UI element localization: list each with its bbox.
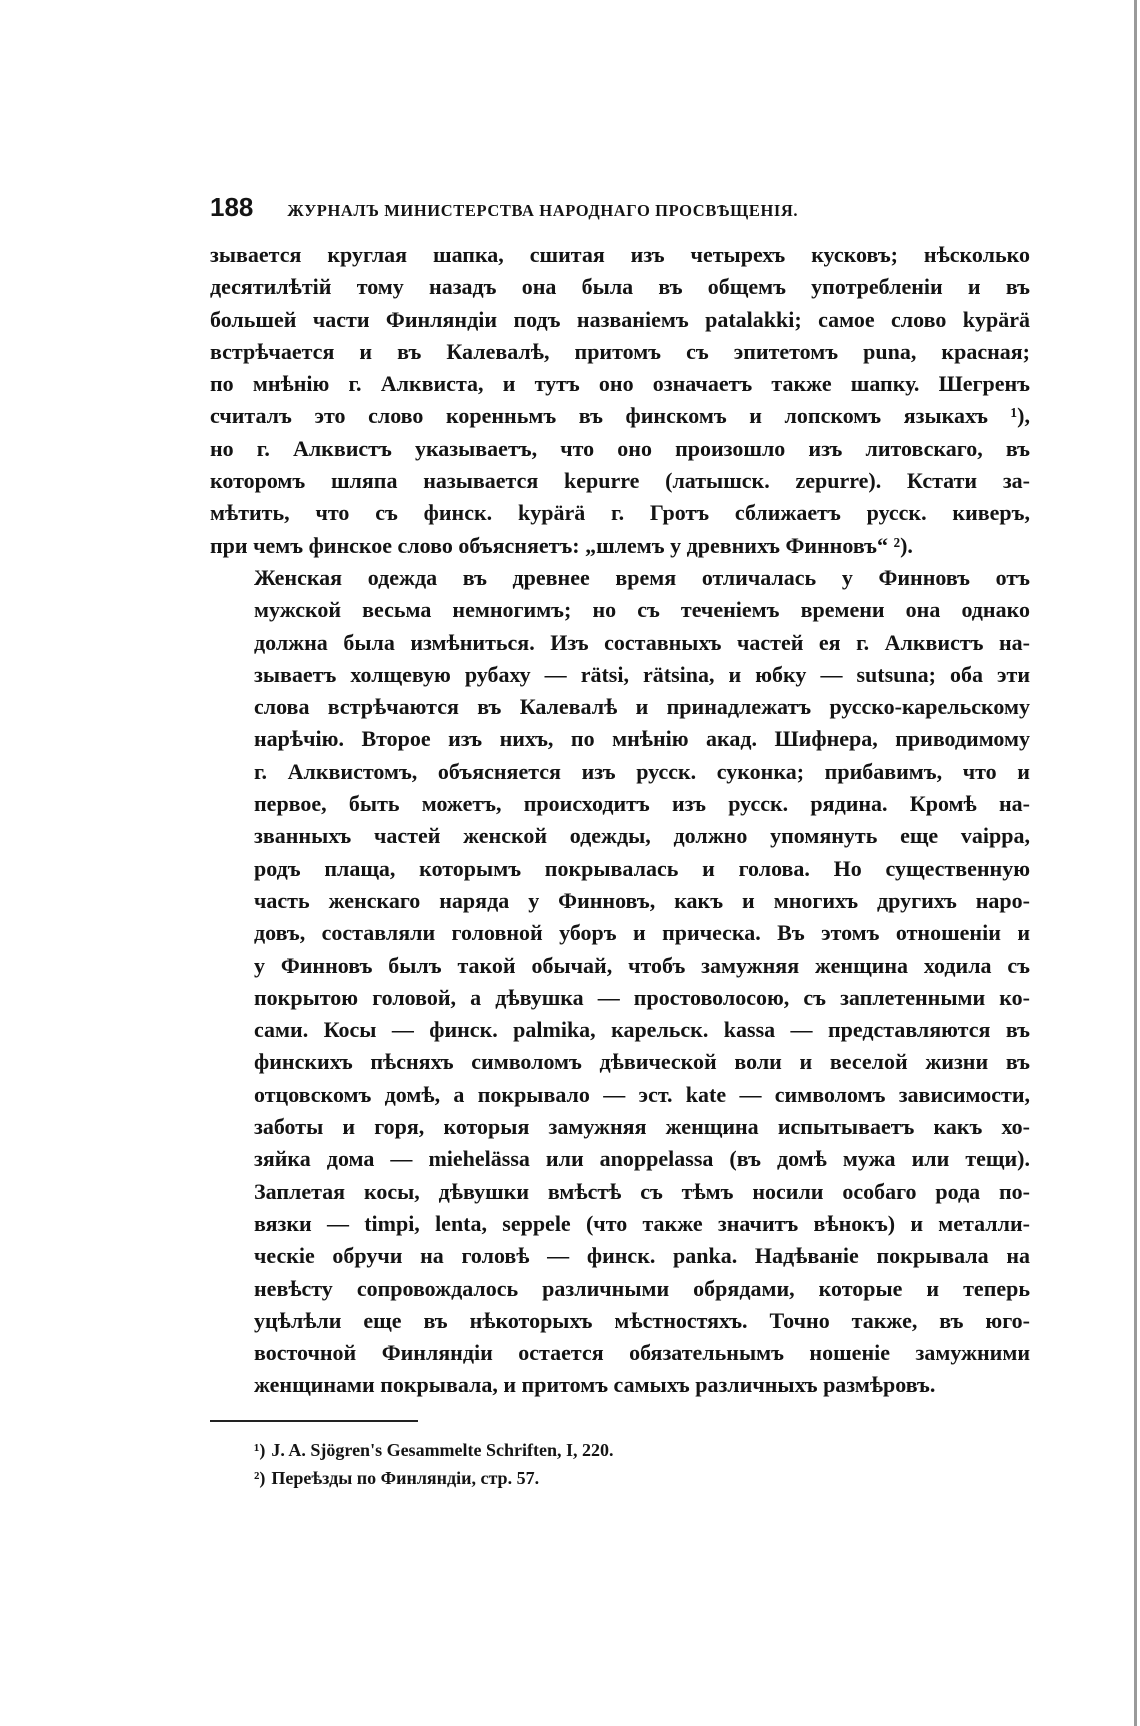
- footnotes: [210, 1436, 1030, 1492]
- text-line: г. Алквистомъ, объясняется изъ русск. суконка; прибавимъ, что и: [254, 758, 1030, 784]
- text-line: считалъ это слово коренньмъ въ финскомъ и лопскомъ языкахъ ¹),: [210, 403, 1030, 429]
- text-line: по мнѣнію г. Алквиста, и тутъ оно означаетъ также шапку. Шегренъ: [210, 371, 1030, 397]
- text-line: покрытою головой, а дѣвушка — простоволосою, съ заплетенными ко-: [254, 984, 1030, 1010]
- text-line: мѣтить, что съ финск. kypärä г. Гротъ сближаетъ русск. киверъ,: [210, 500, 1030, 526]
- text-line: должна была измѣниться. Изъ составныхъ частей ея г. Алквистъ на-: [254, 629, 1030, 655]
- footnote-text: Переѣзды по Финляндіи, стр. 57.: [271, 1467, 540, 1488]
- text-line: финскихъ пѣсняхъ символомъ дѣвической воли и веселой жизни въ: [254, 1049, 1030, 1075]
- text-line: десятилѣтій тому назадъ она была въ общемъ употребленіи и въ: [210, 274, 1030, 300]
- text-line: довъ, составляли головной уборъ и прическа. Въ этомъ отношеніи и: [254, 920, 1030, 946]
- text-line: часть женскаго наряда у Финновъ, какъ и многихъ другихъ наро-: [254, 887, 1030, 913]
- footnote-1: [254, 1436, 1030, 1464]
- text-line: зывается круглая шапка, сшитая изъ четырехъ кусковъ; нѣсколько: [210, 242, 1030, 267]
- running-head: [210, 192, 1030, 223]
- text-line: невѣсту сопровождалось различными обрядами, которые и теперь: [254, 1275, 1030, 1301]
- page-edge-line: [1134, 0, 1137, 1726]
- text-line: Заплетая косы, дѣвушки вмѣстѣ съ тѣмъ носили особаго рода по-: [254, 1178, 1030, 1204]
- text-line: отцовскомъ домѣ, а покрывало — эст. kate — символомъ зависимости,: [254, 1081, 1030, 1107]
- text-line: зываетъ холщевую рубаху — rätsi, rätsina, и юбку — sutsuna; оба эти: [254, 661, 1030, 687]
- footnote-mark: ²): [254, 1467, 266, 1488]
- paragraph-2: [210, 562, 1030, 1402]
- text-line: званныхъ частей женской одежды, должно упомянуть еще vaippa,: [254, 823, 1030, 849]
- text-line: женщинами покрывала, и притомъ самыхъ различныхъ размѣровъ.: [254, 1372, 936, 1398]
- footnote-mark: ¹): [254, 1439, 266, 1460]
- text-line: Женская одежда въ древнее время отличалась у Финновъ отъ: [254, 564, 1030, 590]
- text-line: встрѣчается и въ Калевалѣ, притомъ съ эпитетомъ puna, красная;: [210, 338, 1030, 364]
- footnote-divider: [210, 1420, 418, 1422]
- text-line: большей части Финляндіи подъ названіемъ patalakki; самое слово kypärä: [210, 306, 1030, 332]
- text-line: уцѣлѣли еще въ нѣкоторыхъ мѣстностяхъ. Точно также, въ юго-: [254, 1307, 1030, 1333]
- text-line: но г. Алквистъ указываетъ, что оно произошло изъ литовскаго, въ: [210, 435, 1030, 461]
- text-line: ческіе обручи на головѣ — финск. panka. Надѣваніе покрывала на: [254, 1243, 1030, 1269]
- journal-title: ЖУРНАЛЪ МИНИСТЕРСТВА НАРОДНАГО ПРОСВѢЩЕНІЯ.: [287, 201, 799, 220]
- text-line: восточной Финляндіи остается обязательнымъ ношеніе замужними: [254, 1340, 1030, 1366]
- book-page: [210, 192, 1030, 1492]
- footnote-2: [254, 1464, 1030, 1492]
- body-text: [210, 239, 1030, 1402]
- text-line: сами. Косы — финск. palmika, карельск. kassa — представляются въ: [254, 1017, 1030, 1043]
- text-line: зяйка дома — miehelässa или anoppelassa (въ домѣ мужа или тещи).: [254, 1146, 1030, 1172]
- paragraph-1: [210, 239, 1030, 562]
- footnote-text: J. A. Sjögren's Gesammelte Schriften, I, 220.: [271, 1439, 614, 1460]
- text-line: у Финновъ былъ такой обычай, чтобъ замужняя женщина ходила съ: [254, 952, 1030, 978]
- text-line: нарѣчію. Второе изъ нихъ, по мнѣнію акад. Шифнера, приводимому: [254, 726, 1030, 752]
- text-line: родъ плаща, которымъ покрывалась и голова. Но существенную: [254, 855, 1030, 881]
- text-line: слова встрѣчаются въ Калевалѣ и принадлежатъ русско-карельскому: [254, 694, 1030, 720]
- text-line: при чемъ финское слово объясняетъ: „шлемъ у древнихъ Финновъ“ ²).: [210, 532, 913, 558]
- text-line: которомъ шляпа называется kepurre (латышск. zepurre). Кстати за-: [210, 468, 1030, 494]
- text-line: мужской весьма немногимъ; но съ теченіемъ времени она однако: [254, 597, 1030, 623]
- text-line: вязки — timpi, lenta, seppele (что также значитъ вѣнокъ) и металли-: [254, 1210, 1030, 1236]
- text-line: первое, быть можетъ, происходитъ изъ русск. рядина. Кромѣ на-: [254, 791, 1030, 817]
- text-line: заботы и горя, которыя замужняя женщина испытываетъ какъ хо-: [254, 1114, 1030, 1140]
- page-number: 188: [210, 192, 254, 222]
